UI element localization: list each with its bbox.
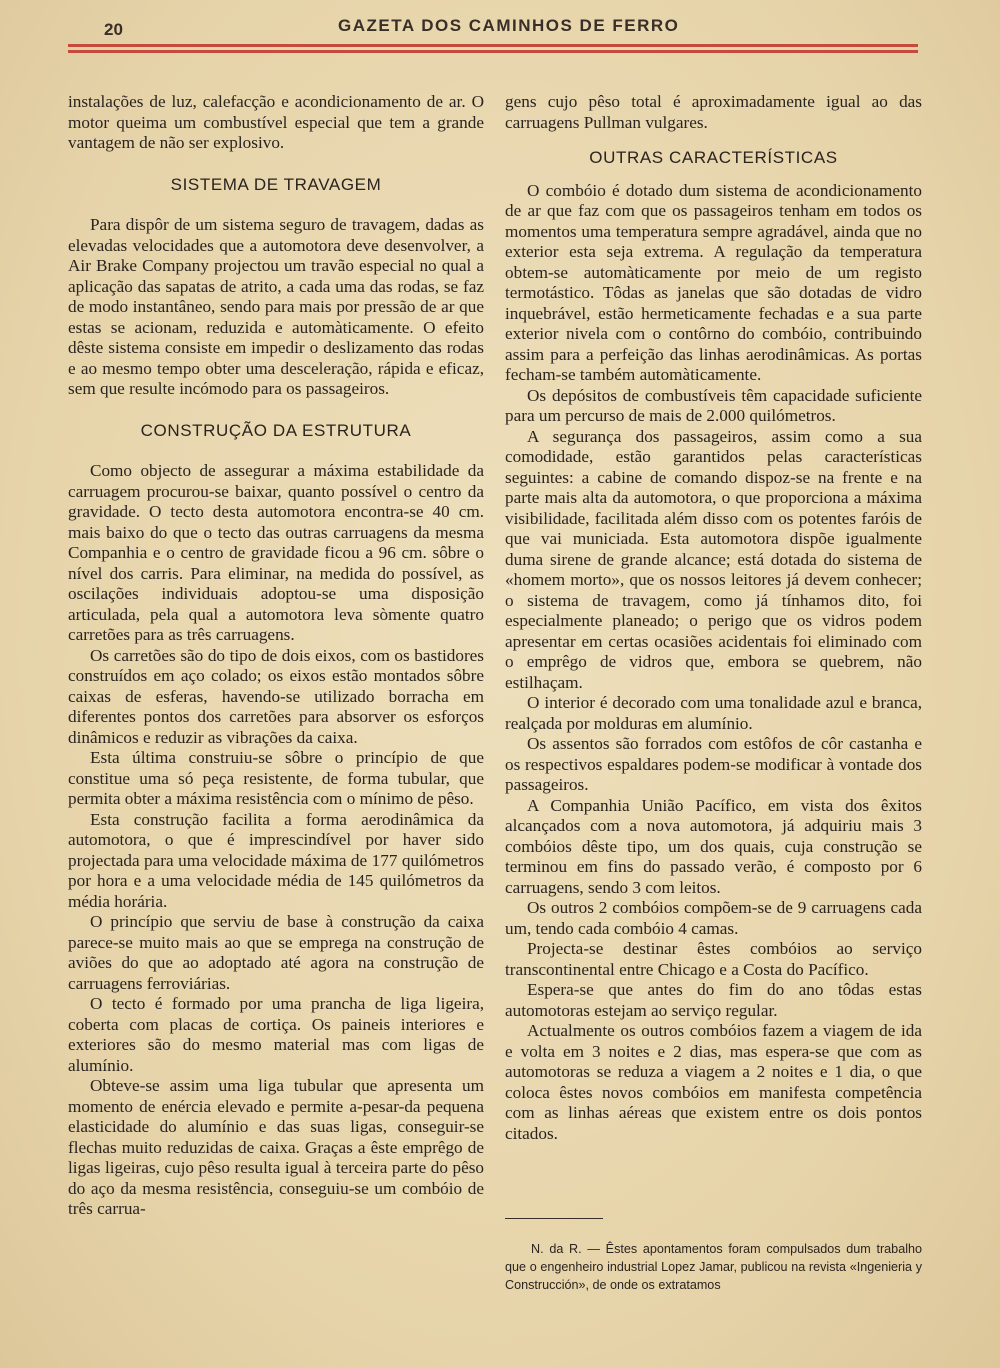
paragraph: Os outros 2 combóios compõem-se de 9 carruagens cada um, tendo cada combóio 4 camas. [505,898,922,938]
header-rule-bottom [68,50,918,53]
paragraph: A Companhia União Pacífico, em vista dos êxitos alcançados com a nova automotora, já adquiriu mais 3 combóios dêste tipo, um dos quais, cuja construção se terminou em fins do passado verão, é composto por 6 carruagens, sendo 3 com leitos. [505,795,922,897]
footnote-divider [505,1218,603,1219]
right-column [505,92,922,1144]
paragraph: Projecta-se destinar êstes combóios ao serviço transcontinental entre Chicago e a Costa do Pacífico. [505,939,922,979]
left-column [68,92,484,1220]
paragraph: Os carretões são do tipo de dois eixos, com os bastidores construídos em aço colado; os eixos estão montados sôbre caixas de esferas, havendo-se utilizado borracha em diferentes pontos dos carretões para absorver os esforços dinâmicos e reduzir as vibrações da caixa. [68,645,484,747]
paragraph: Esta construção facilita a forma aerodinâmica da automotora, o que é imprescindível por haver sido projectada para uma velocidade máxima de 177 quilómetros por hora e a uma velocidade média de 145 quilómetros da média horária. [68,809,484,911]
paragraph: Os depósitos de combustíveis têm capacidade suficiente para um percurso de mais de 2.000 quilómetros. [505,385,922,425]
paragraph: O tecto é formado por uma prancha de liga ligeira, coberta com placas de cortiça. Os paineis interiores e exteriores são do mesmo material mas com ligas de alumínio. [68,994,484,1075]
paragraph: O princípio que serviu de base à construção da caixa parece-se muito mais ao que se emprega na construção de aviões do que ao adoptado até agora na construção de carruagens ferroviárias. [68,912,484,993]
paragraph: Esta última construiu-se sôbre o princípio de que constitue uma só peça resistente, de forma tubular, que permita obter a máxima resistência com o mínimo de pêso. [68,748,484,808]
paragraph: Obteve-se assim uma liga tubular que apresenta um momento de enércia elevado e permite a-pesar-da pequena elasticidade do alumínio e das suas ligas, conseguir-se flechas muito reduzidas de caixa. Graças a êste emprêgo de ligas ligeiras, cujo pêso resulta igual à terceira parte do pêso do aço da mesma resistência, conseguiu-se um combóio de três carrua- [68,1076,484,1218]
paragraph: Espera-se que antes do fim do ano tôdas estas automotoras estejam ao serviço regular. [505,980,922,1020]
section-heading-estrutura: CONSTRUÇÃO DA ESTRUTURA [140,420,412,440]
footnote [505,1240,922,1294]
paragraph: instalações de luz, calefacção e acondicionamento de ar. O motor queima um combustível especial que tem a grande vantagem de não ser explosivo. [68,92,484,152]
paragraph: Os assentos são forrados com estôfos de côr castanha e os respectivos espaldares podem-se modificar à vontade dos passageiros. [505,734,922,794]
paragraph: O combóio é dotado dum sistema de acondicionamento de ar que faz com que os passageiros tenham em todos os momentos uma temperatura sempre agradável, ainda que no exterior esta seja extrema. A regulação da temperatura obtem-se automàticamente por meio de um registo termotástico. Tôdas as janelas que são dotadas de vidro inquebrável, estão hermeticamente fechadas e a sua parte exterior nivela com o contôrno do combóio, contribuindo assim para a perfeição das linhas aerodinâmicas. As portas fecham-se também automàticamente. [505,180,922,384]
publication-title: GAZETA DOS CAMINHOS DE FERRO [338,16,680,35]
paragraph: A segurança dos passageiros, assim como a sua comodidade, estão garantidos pelas características seguintes: a cabine de comando dispoz-se na frente e na parte mais alta da automotora, o que proporciona a máxima visibilidade, facilitada além disso com os potentes faróis de que vai municiada. Esta automotora dispõe igualmente duma sirene de grande alcance; está dotada do sistema de «homem morto», que os nossos leitores já devem conhecer; o sistema de travagem, como já tínhamos dito, foi especialmente planeado; o perigo que os vidros podem apresentar em certas ocasiões acidentais foi eliminado com o emprêgo de vidros que, embora se quebrem, não estilhaçam. [505,426,922,692]
footnote-text: N. da R. — Êstes apontamentos foram compulsados dum trabalho que o engenheiro industrial Lopez Jamar, publicou na revista «Ingenieria y Construcción», de onde os extratamos [505,1242,922,1292]
paragraph: gens cujo pêso total é aproximadamente igual ao das carruagens Pullman vulgares. [505,92,922,132]
section-heading-travagem: SISTEMA DE TRAVAGEM [170,174,382,194]
paragraph: Para dispôr de um sistema seguro de travagem, dadas as elevadas velocidades que a automotora deve desenvolver, a Air Brake Company projectou um travão especial no qual a aplicação das sapatas de atrito, a cada uma das rodas, se faz de modo instantâneo, sendo para mais por pressão de ar que estas se acionam, reduzida e automàticamente. O efeito dêste sistema consiste em impedir o deslizamento das rodas e ao mesmo tempo obter uma desceleração, rápida e eficaz, sem que resulte incómodo para os passageiros. [68,215,484,398]
paragraph: O interior é decorado com uma tonalidade azul e branca, realçada por molduras em alumínio. [505,693,922,733]
header-rule-top [68,44,918,47]
section-heading-caracteristicas: OUTRAS CARACTERÍSTICAS [589,148,838,167]
paragraph: Como objecto de assegurar a máxima estabilidade da carruagem procurou-se baixar, quanto possível o centro da gravidade. O tecto desta automotora encontra-se 40 cm. mais baixo do que o tecto das outras carruagens da mesma Companhia e o centro de gravidade ficou a 96 cm. sôbre o nível dos carris. Para eliminar, na medida do possível, as oscilações individuais adoptou-se uma disposição articulada, pela qual a automotora leva sòmente quatro carretões para as três carruagens. [68,461,484,644]
paragraph: Actualmente os outros combóios fazem a viagem de ida e volta em 3 noites e 2 dias, mas espera-se que com as automotoras se reduza a viagem a 2 noites e 1 dia, o que coloca êstes novos combóios em manifesta competência com as linhas aéreas que existem entre os dois pontos citados. [505,1021,922,1143]
page-header [68,14,918,44]
page-number: 20 [104,20,123,39]
